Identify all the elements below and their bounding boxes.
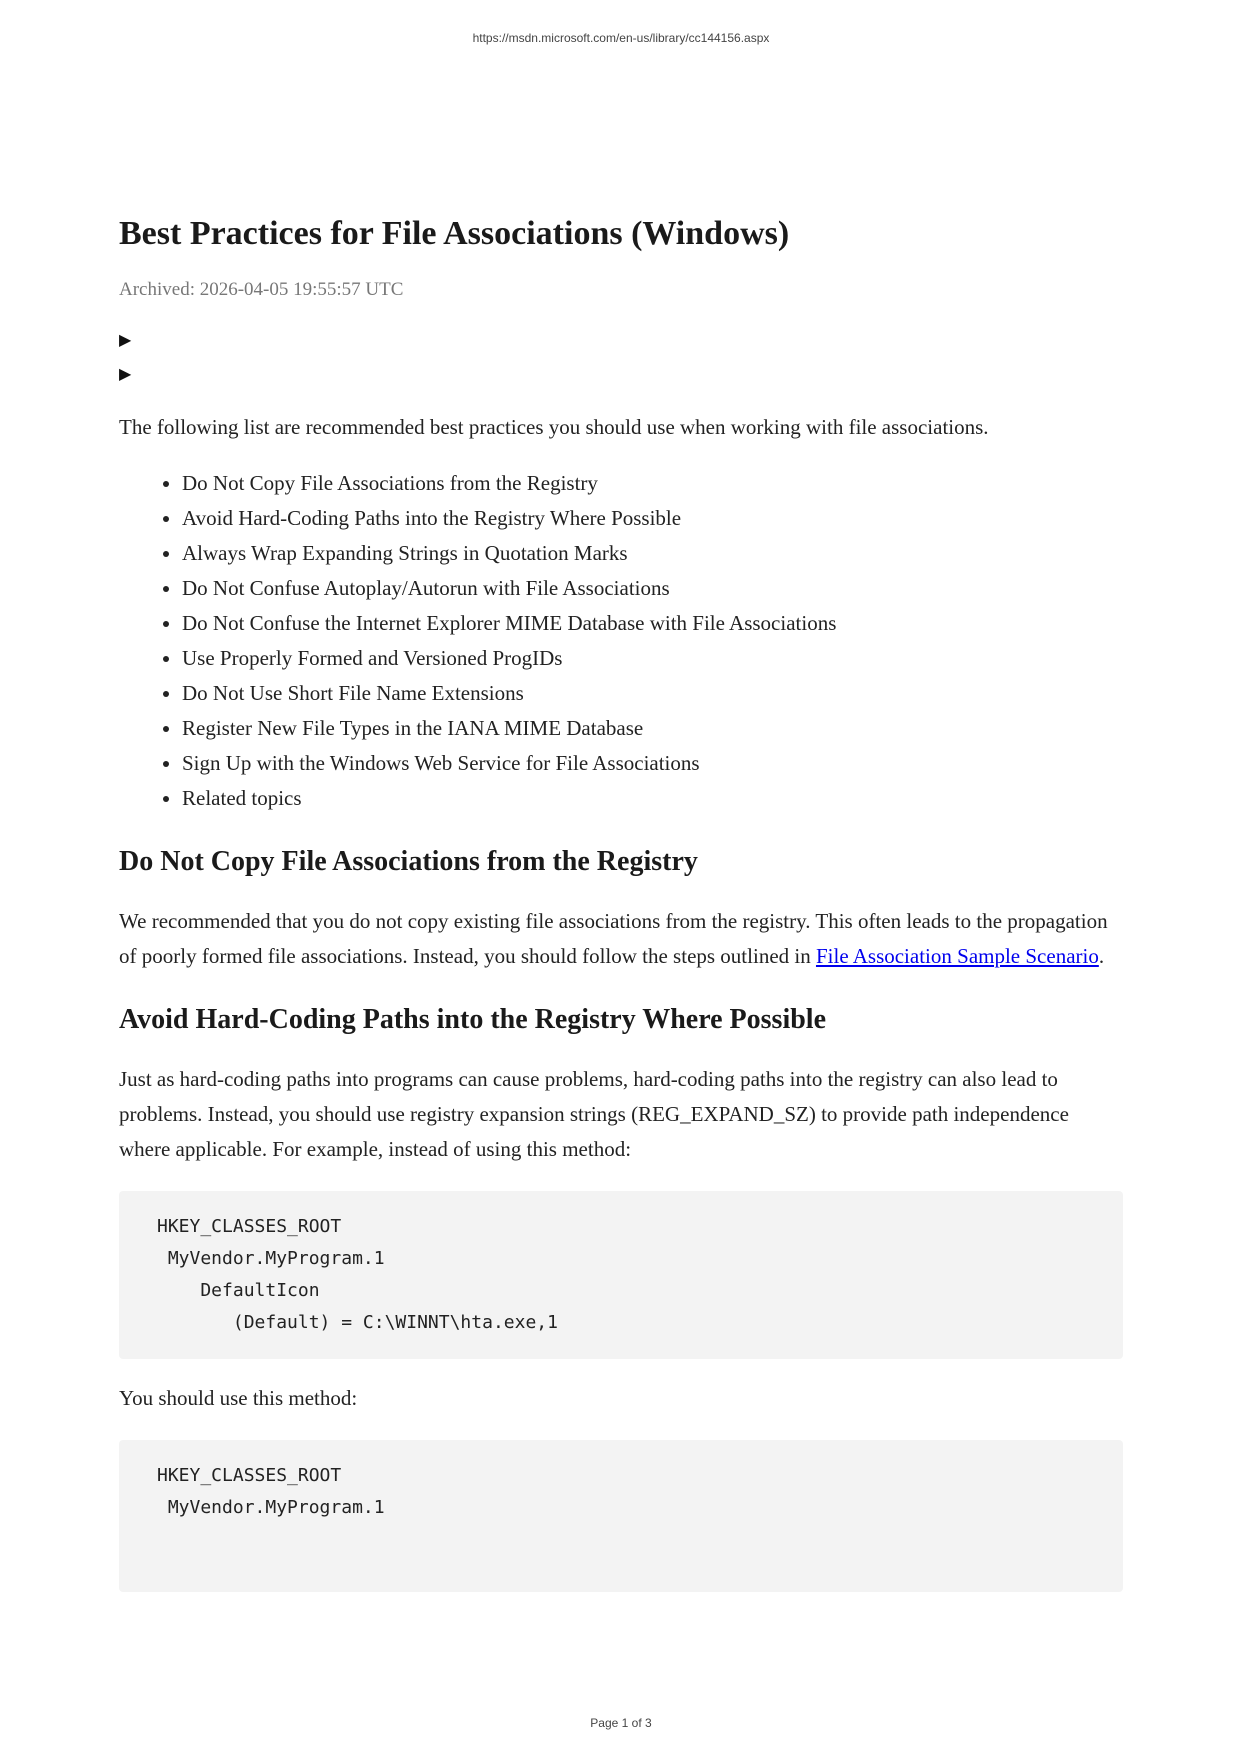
code-block: HKEY_CLASSES_ROOT MyVendor.MyProgram.1 DefaultIcon (Default) = C:\WINNT\hta.exe,1 — [119, 1191, 1123, 1359]
list-item: • Register New File Types in the IANA MIME Database — [182, 711, 1123, 746]
article — [119, 212, 1123, 1592]
list-item: • Do Not Confuse the Internet Explorer MIME Database with File Associations — [182, 606, 1123, 641]
page-url: https://msdn.microsoft.com/en-us/library/cc144156.aspx — [472, 31, 770, 45]
list-item: • Related topics — [182, 781, 1123, 816]
section-paragraph: You should use this method: — [119, 1386, 358, 1410]
section-paragraph — [119, 904, 1123, 974]
archived-timestamp: Archived: 2026-04-05 19:55:57 UTC — [119, 279, 404, 300]
code-block: HKEY_CLASSES_ROOT MyVendor.MyProgram.1 — [119, 1440, 1123, 1592]
list-item: • Do Not Copy File Associations from the Registry — [182, 466, 1123, 501]
sample-scenario-link[interactable]: File Association Sample Scenario — [815, 944, 1099, 968]
list-item: • Do Not Confuse Autoplay/Autorun with File Associations — [182, 571, 1123, 606]
intro-paragraph: The following list are recommended best practices you should use when working with file associations. — [119, 415, 989, 439]
disclosure-toggles — [119, 324, 1123, 392]
disclosure-triangle-icon[interactable]: ▶ — [119, 332, 132, 349]
section-paragraph: Just as hard-coding paths into programs can cause problems, hard-coding paths into the registry can also lead to problems. Instead, you should use registry expansion strings (REG_EXPAND_SZ) to provide path independence where applicable. For example, instead of using this method: — [119, 1067, 1069, 1161]
section-heading-hard-coding-paths: Avoid Hard-Coding Paths into the Registry Where Possible — [119, 1004, 827, 1035]
page-title: Best Practices for File Associations (Windows) — [119, 215, 790, 252]
section-heading-copy-associations: Do Not Copy File Associations from the Registry — [119, 846, 698, 877]
disclosure-triangle-icon[interactable]: ▶ — [119, 366, 132, 383]
paragraph-text: . — [1098, 944, 1105, 968]
list-item: • Use Properly Formed and Versioned ProgIDs — [182, 641, 1123, 676]
list-item: • Do Not Use Short File Name Extensions — [182, 676, 1123, 711]
paragraph-text: We recommended that you do not copy existing file associations from the registry. This often leads to the propagation of poorly formed file associations. Instead, you should follow the steps outlined in — [119, 909, 1108, 968]
list-item: • Avoid Hard-Coding Paths into the Registry Where Possible — [182, 501, 1123, 536]
list-item: • Always Wrap Expanding Strings in Quotation Marks — [182, 536, 1123, 571]
page-number: Page 1 of 3 — [590, 1716, 652, 1730]
best-practices-list — [119, 466, 1123, 816]
list-item: • Sign Up with the Windows Web Service for File Associations — [182, 746, 1123, 781]
